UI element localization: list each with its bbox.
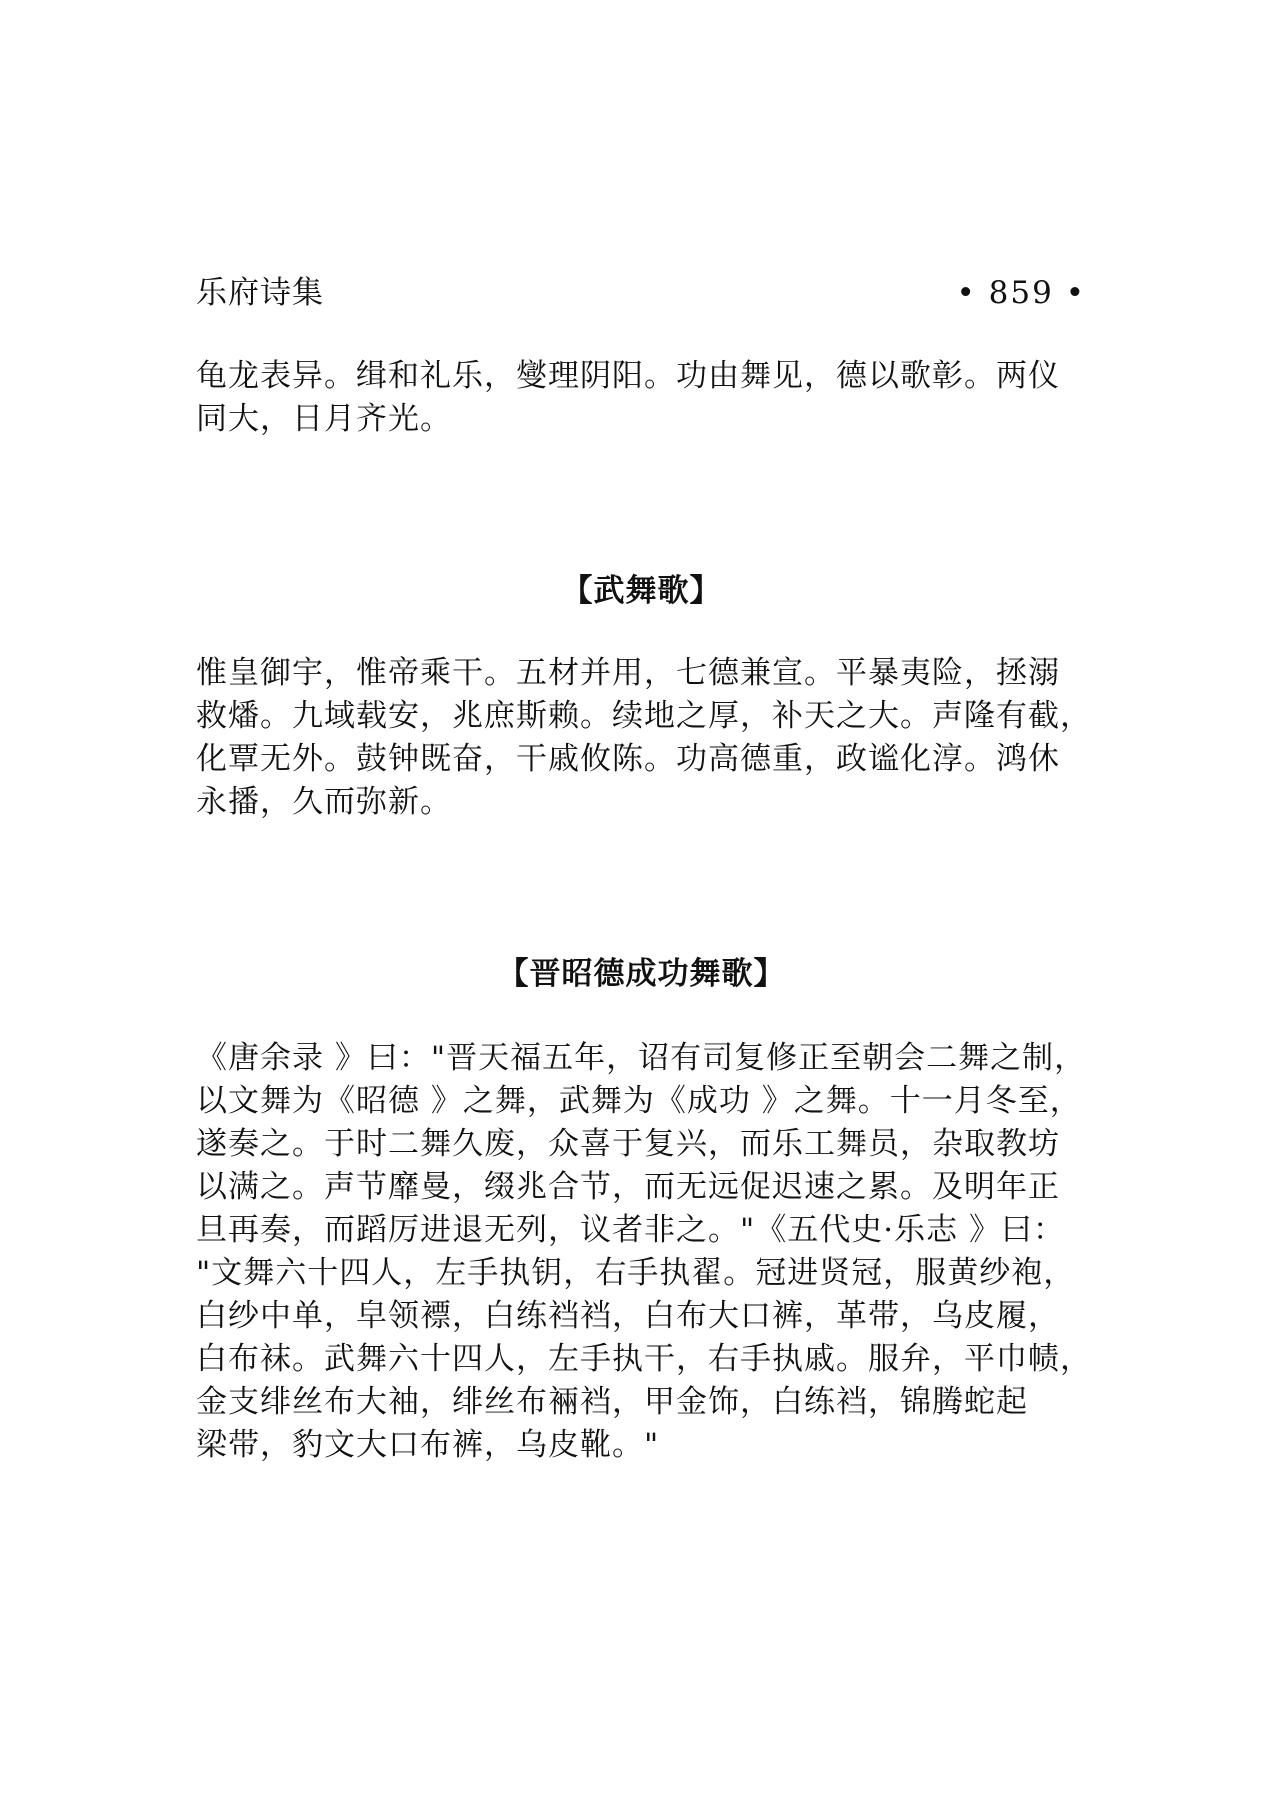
page-header (196, 270, 1086, 316)
text-line: 旦再奏，而蹈厉进退无列，议者非之。"《五代史·乐志 》曰： (196, 1212, 1065, 1248)
text-line: "文舞六十四人，左手执钥，右手执翟。冠进贤冠，服黄纱袍， (196, 1255, 1076, 1291)
text-line: 金支绯丝布大袖，绯丝布裲裆，甲金饰，白练裆，锦腾蛇起 (196, 1384, 1028, 1420)
text-line: 永播，久而弥新。 (196, 784, 452, 820)
text-line: 化覃无外。鼓钟既奋，干戚攸陈。功高德重，政谧化淳。鸿休 (196, 741, 1060, 777)
text-line: 《唐余录 》曰："晋天福五年，诏有司复修正至朝会二舞之制， (196, 1040, 1087, 1076)
book-title: 乐府诗集 (196, 275, 324, 311)
paragraph-wu-wu-ge (196, 652, 1096, 824)
text-line: 以满之。声节靡曼，缀兆合节，而无远促迟速之累。及明年正 (196, 1169, 1060, 1205)
text-line: 白纱中单，皁领褾，白练裆裆，白布大口裤，革带，乌皮履， (196, 1298, 1060, 1334)
text-line: 惟皇御宇，惟帝乘干。五材并用，七德兼宣。平暴夷险，拯溺 (196, 655, 1060, 691)
text-line: 救燔。九域载安，兆庶斯赖。续地之厚，补天之大。声隆有截， (196, 698, 1092, 734)
text-line: 龟龙表异。缉和礼乐，燮理阴阳。功由舞见，德以歌彰。两仪 (196, 358, 1060, 394)
text-line: 梁带，豹文大口布裤，乌皮靴。" (196, 1427, 660, 1463)
text-line: 以文舞为《昭德 》之舞，武舞为《成功 》之舞。十一月冬至， (196, 1083, 1082, 1119)
text-line: 白布袜。武舞六十四人，左手执干，右手执戚。服弁，平巾帻， (196, 1341, 1092, 1377)
text-line: 同大，日月齐光。 (196, 401, 452, 437)
text-line: 遂奏之。于时二舞久废，众喜于复兴，而乐工舞员，杂取教坊 (196, 1126, 1060, 1162)
section-heading-jin-zhao-de: 【晋昭德成功舞歌】 (497, 956, 786, 992)
page-number: • 859 • (956, 275, 1086, 311)
paragraph-jin-zhao-de (196, 1037, 1096, 1467)
paragraph-continuation (196, 355, 1096, 441)
section-heading-wu-wu-ge: 【武舞歌】 (561, 573, 722, 609)
